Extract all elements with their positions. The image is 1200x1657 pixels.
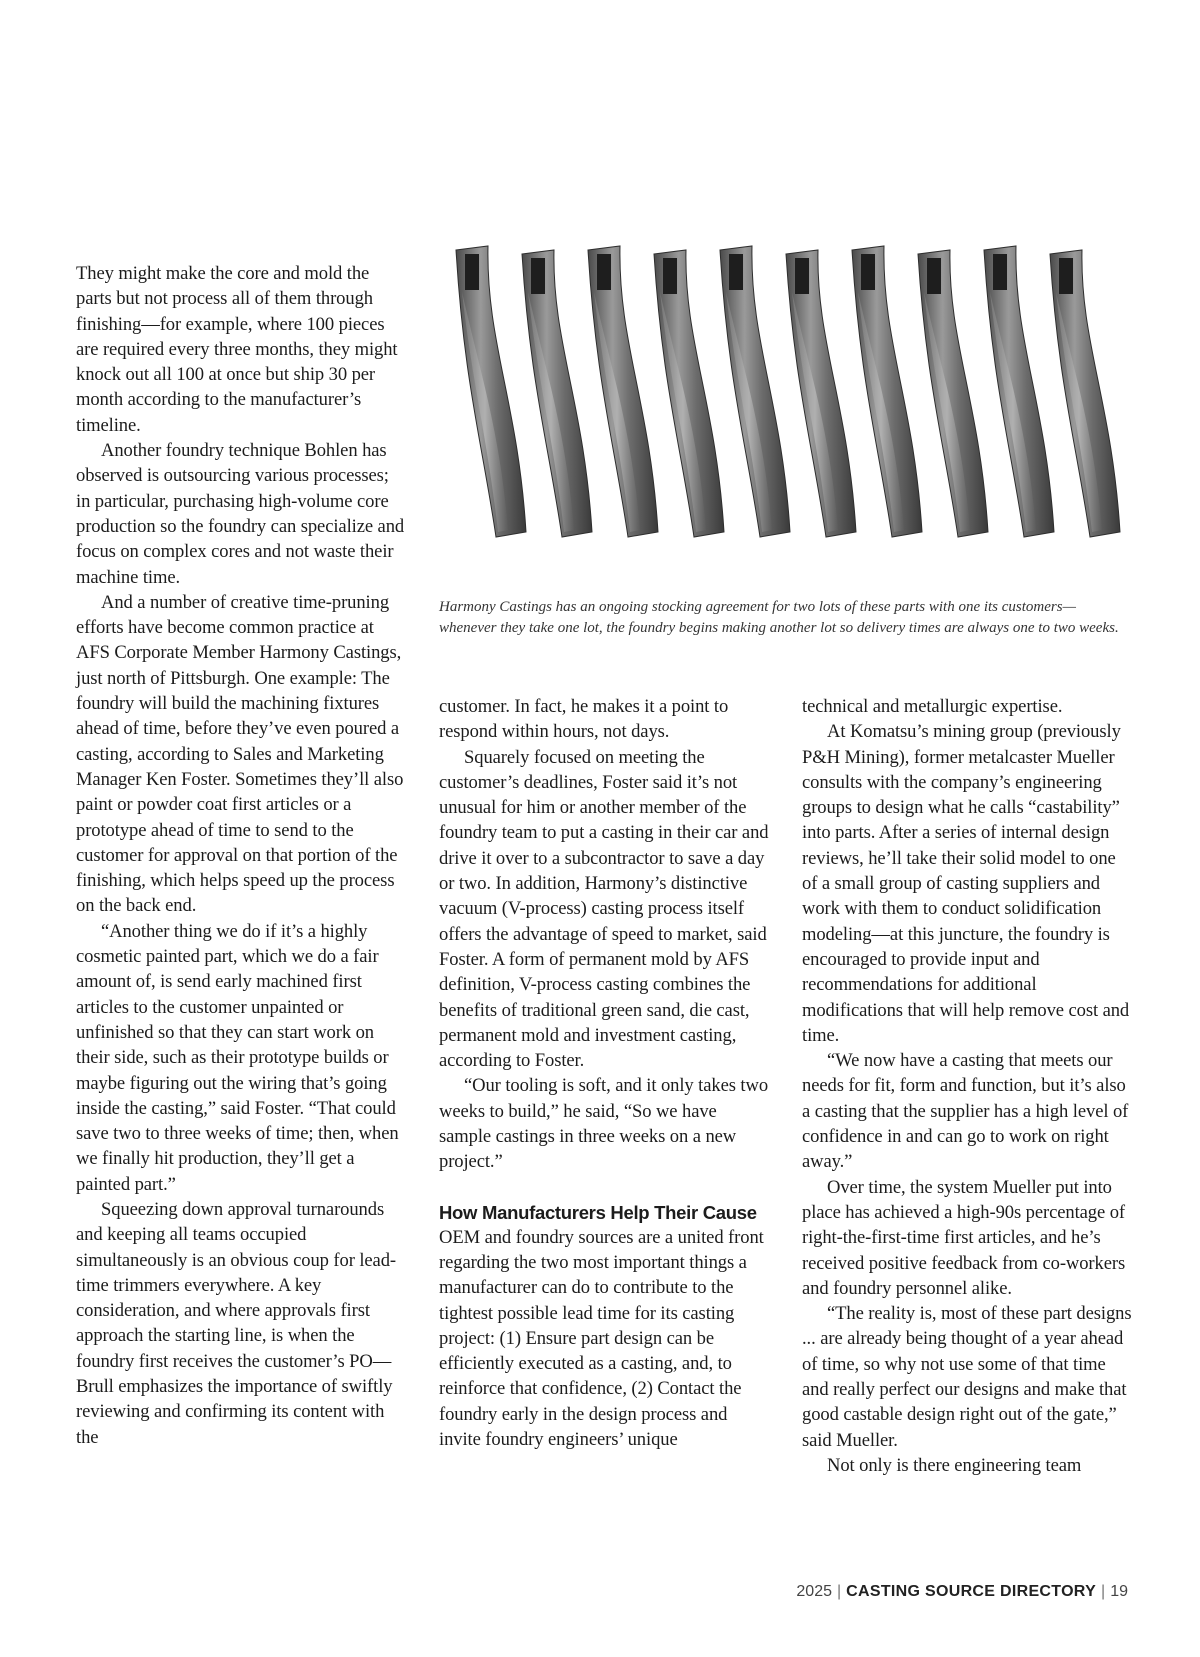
casting-part <box>720 246 790 537</box>
paragraph: OEM and foundry sources are a united front regarding the two most important things a manufacturer can do to contribute to the tightest possible lead time for its casting project: (1) Ensure part design can be efficiently executed as a casting, and, to reinforce that confidence, (2) Contact the foundry early in the design process and invite foundry engineers’ unique <box>439 1226 764 1451</box>
paragraph: “We now have a casting that meets our needs for fit, form and function, but it’s also a casting that the supplier has a high level of confidence in and can go to work on right away.” <box>802 1050 1129 1173</box>
article-column-3 <box>802 694 1132 1478</box>
paragraph: “Our tooling is soft, and it only takes two weeks to build,” he said, “So we have sample castings in three weeks on a new project.” <box>439 1075 769 1173</box>
casting-part <box>984 246 1054 537</box>
paragraph: Not only is there engineering team <box>827 1454 1082 1476</box>
paragraph: Another foundry technique Bohlen has observed is outsourcing various processes; in particular, purchasing high-volume core production so the foundry can specialize and focus on complex cores and not waste their machine time. <box>76 440 405 588</box>
casting-part <box>852 246 922 537</box>
castings-photo <box>438 232 1130 562</box>
paragraph: “The reality is, most of these part designs ... are already being thought of a year ahead of time, so why not use some of that time and really perfect our designs and make that good castable design right out of the gate,” said Mueller. <box>802 1303 1132 1451</box>
article-column-1 <box>76 261 406 1450</box>
paragraph: “Another thing we do if it’s a highly cosmetic painted part, which we do a fair amount of, is send early machined first articles to the customer unpainted or unfinished so that they can start work on their side, such as their prototype builds or maybe figuring out the wiring that’s going inside the casting,” said Foster. “That could save two to three weeks of time; then, when we finally hit production, they’ll get a painted part.” <box>76 920 399 1195</box>
photo-caption: Harmony Castings has an ongoing stocking agreement for two lots of these parts with one its customers—whenever they take one lot, the foundry begins making another lot so delivery times are always one to two weeks. <box>439 599 1119 636</box>
paragraph: technical and metallurgic expertise. <box>802 696 1063 717</box>
paragraph: They might make the core and mold the parts but not process all of them through finishing—for example, where 100 pieces are required every three months, they might knock out all 100 at once but ship 30 per month according to the manufacturer’s timeline. <box>76 263 398 436</box>
page-number: 19 <box>1110 1583 1128 1600</box>
paragraph: At Komatsu’s mining group (previously P&H Mining), former metalcaster Mueller consults with the company’s engineering groups to design what he calls “castability” into parts. After a series of internal design reviews, he’ll take their solid model to one of a small group of casting suppliers and work with them to conduct solidification modeling—at this juncture, the foundry is encouraged to provide input and recommendations for additional modifications that will help remove cost and time. <box>802 721 1130 1046</box>
page-footer: 2025 | CASTING SOURCE DIRECTORY | 19 <box>796 1583 1128 1600</box>
paragraph: Over time, the system Mueller put into place has achieved a high-90s percentage of right-the-first-time first articles, and he’s received positive feedback from co-workers and foundry personnel alike. <box>802 1176 1126 1299</box>
footer-publication: CASTING SOURCE DIRECTORY <box>846 1583 1097 1600</box>
paragraph: And a number of creative time-pruning efforts have become common practice at AFS Corporate Member Harmony Castings, just north of Pittsburgh. One example: The foundry will build the machining fixtures ahead of time, before they’ve even poured a casting, according to Sales and Marketing Manager Ken Foster. Sometimes they’ll also paint or powder coat first articles or a prototype ahead of time to send to the customer for approval on that portion of the finishing, which helps speed up the process on the back end. <box>76 591 404 917</box>
footer-year: 2025 <box>796 1583 832 1600</box>
paragraph: Squarely focused on meeting the customer’s deadlines, Foster said it’s not unusual for him or another member of the foundry team to put a casting in their car and drive it over to a subcontractor to save a day or two. In addition, Harmony’s distinctive vacuum (V-process) casting process itself offers the advantage of speed to market, said Foster. A form of permanent mold by AFS definition, V-process casting combines the benefits of traditional green sand, die cast, permanent mold and investment casting, according to Foster. <box>439 746 769 1072</box>
paragraph: Squeezing down approval turnarounds and keeping all teams occupied simultaneously is an obvious coup for lead-time trimmers everywhere. A key consideration, and where approvals first approach the starting line, is when the foundry first receives the customer’s PO— Brull emphasizes the importance of swiftly reviewing and confirming its content with the <box>76 1198 397 1448</box>
casting-part <box>588 246 658 537</box>
paragraph: customer. In fact, he makes it a point to respond within hours, not days. <box>439 696 729 743</box>
section-heading: How Manufacturers Help Their Cause <box>439 1201 757 1223</box>
casting-part <box>786 250 856 537</box>
article-column-2 <box>439 694 769 1452</box>
casting-part <box>1050 250 1120 537</box>
casting-part <box>654 250 724 537</box>
casting-part <box>522 250 592 537</box>
casting-part <box>456 246 526 537</box>
casting-part <box>918 250 988 537</box>
